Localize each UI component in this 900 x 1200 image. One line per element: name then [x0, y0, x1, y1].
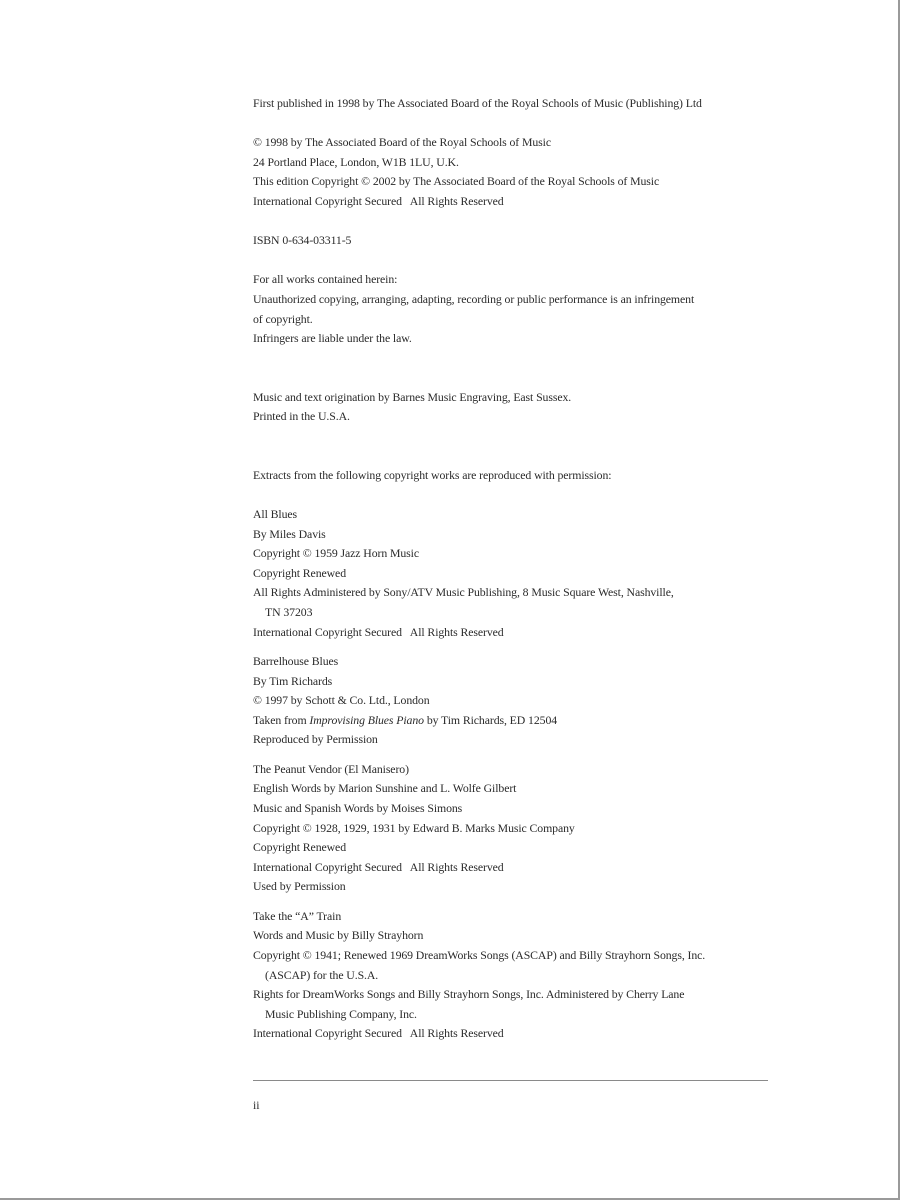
page-number: ii	[253, 1098, 260, 1112]
work-administered-cont: TN 37203	[265, 605, 313, 620]
work-entry-take-the-a-train	[253, 907, 773, 1044]
work-administered: All Rights Administered by Sony/ATV Music Publishing, 8 Music Square West, Nashville,	[253, 585, 674, 600]
work-title: Barrelhouse Blues	[253, 654, 339, 669]
work-title: The Peanut Vendor (El Manisero)	[253, 761, 409, 776]
work-lyricists: English Words by Marion Sunshine and L. Wolfe Gilbert	[253, 781, 517, 796]
extracts-intro: Extracts from the following copyright works are reproduced with permission:	[253, 467, 612, 482]
origination-line: Music and text origination by Barnes Music Engraving, East Sussex.	[253, 389, 572, 404]
work-source	[253, 711, 773, 731]
work-rights: International Copyright Secured All Rights Reserved	[253, 859, 504, 874]
work-composer: Words and Music by Billy Strayhorn	[253, 928, 424, 943]
copyright-line: © 1998 by The Associated Board of the Royal Schools of Music	[253, 135, 551, 150]
work-entry-barrelhouse-blues	[253, 652, 773, 750]
work-rights: International Copyright Secured All Rights Reserved	[253, 624, 504, 639]
publisher-address: 24 Portland Place, London, W1B 1LU, U.K.	[253, 154, 459, 169]
work-composer: By Tim Richards	[253, 673, 333, 688]
work-copyright-cont: (ASCAP) for the U.S.A.	[265, 967, 379, 982]
work-source-prefix: Taken from	[253, 712, 310, 727]
work-composer: Music and Spanish Words by Moises Simons	[253, 801, 463, 815]
work-source-suffix: by Tim Richards, ED 12504	[423, 712, 558, 727]
first-published-line: First published in 1998 by The Associated Board of the Royal Schools of Music (Publishing) Ltd	[253, 96, 702, 110]
edition-copyright-line: This edition Copyright © 2002 by The Associated Board of the Royal Schools of Music	[253, 174, 660, 189]
notice-text-cont: of copyright.	[253, 311, 313, 326]
work-entry-peanut-vendor	[253, 760, 773, 897]
work-entry-all-blues	[253, 505, 773, 642]
notice-text: Unauthorized copying, arranging, adapting, recording or public performance is an infringement	[253, 291, 695, 306]
isbn: ISBN 0-634-03311-5	[253, 233, 352, 248]
copyright-page-text	[253, 94, 773, 1044]
work-copyright: Copyright © 1941; Renewed 1969 DreamWorks Songs (ASCAP) and Billy Strayhorn Songs, Inc.	[253, 947, 706, 962]
work-renewed: Copyright Renewed	[253, 840, 346, 855]
work-composer: By Miles Davis	[253, 526, 326, 541]
work-title: All Blues	[253, 507, 297, 522]
work-copyright: © 1997 by Schott & Co. Ltd., London	[253, 693, 430, 708]
work-permission: Used by Permission	[253, 879, 346, 894]
work-title: Take the “A” Train	[253, 908, 342, 923]
work-rights: International Copyright Secured All Rights Reserved	[253, 1026, 504, 1041]
work-copyright: Copyright © 1928, 1929, 1931 by Edward B. Marks Music Company	[253, 820, 575, 835]
rights-reserved-line: International Copyright Secured All Rights Reserved	[253, 193, 504, 208]
notice-heading: For all works contained herein:	[253, 272, 398, 287]
printed-in-line: Printed in the U.S.A.	[253, 409, 350, 424]
notice-law: Infringers are liable under the law.	[253, 331, 412, 346]
work-renewed: Copyright Renewed	[253, 565, 346, 580]
work-rights-for: Rights for DreamWorks Songs and Billy Strayhorn Songs, Inc. Administered by Cherry Lane	[253, 987, 685, 1002]
footer-rule	[253, 1080, 768, 1081]
work-rights-for-cont: Music Publishing Company, Inc.	[265, 1006, 417, 1021]
work-permission: Reproduced by Permission	[253, 732, 378, 747]
work-copyright: Copyright © 1959 Jazz Horn Music	[253, 546, 419, 561]
work-source-book-title: Improvising Blues Piano	[309, 712, 424, 727]
